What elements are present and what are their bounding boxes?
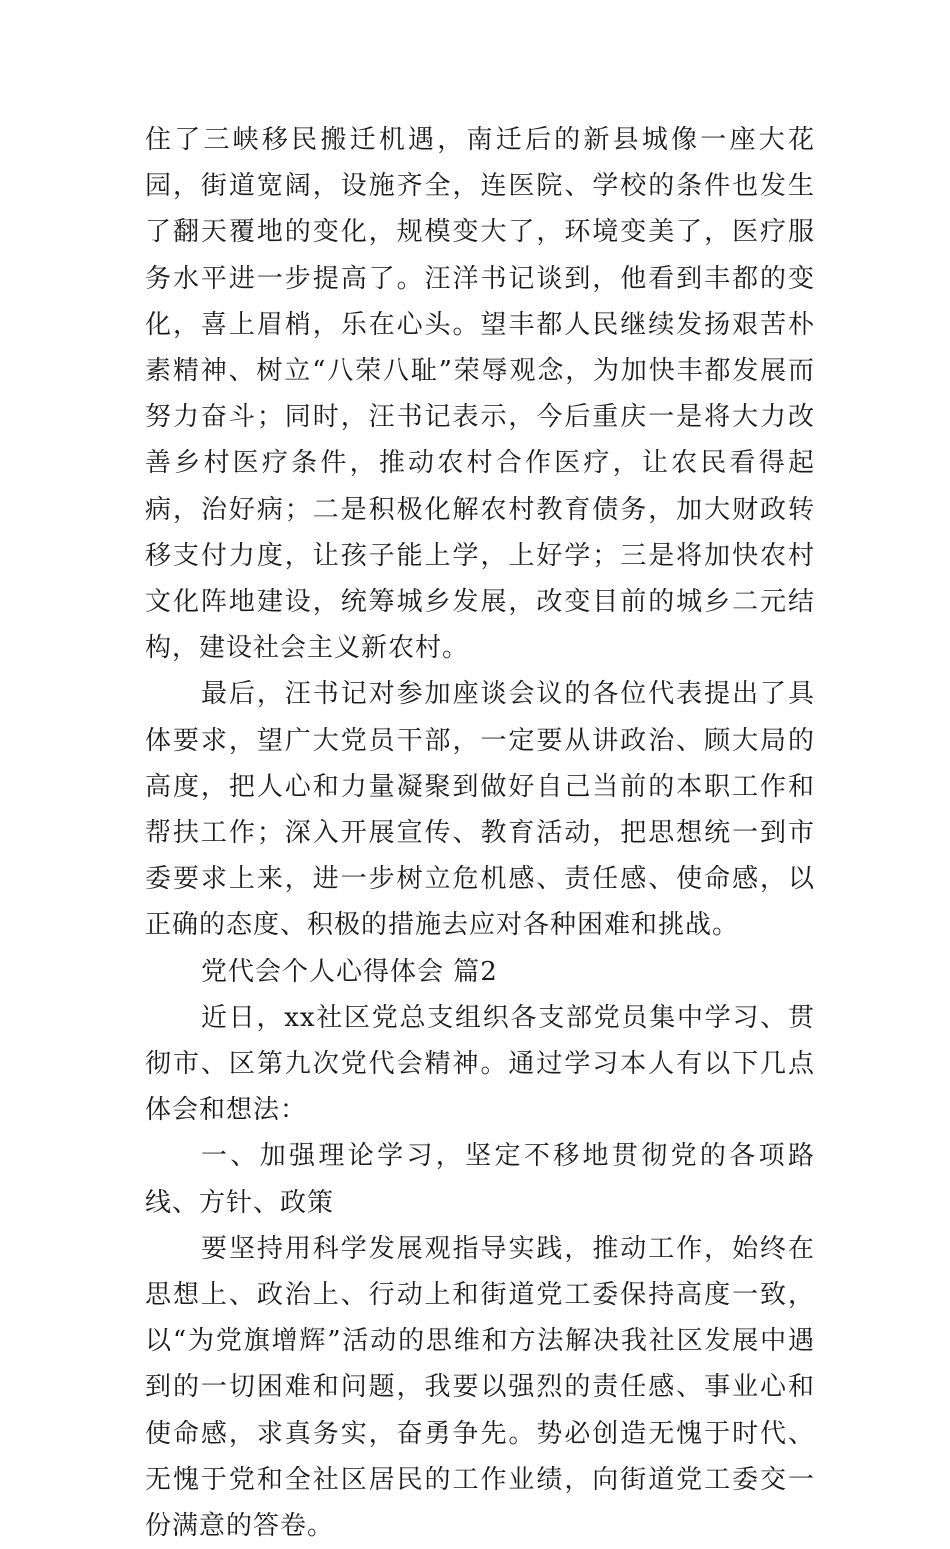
paragraph-point-one-body: 要坚持用科学发展观指导实践，推动工作，始终在思想上、政治上、行动上和街道党工委保持高度一致，以“为党旗增辉”活动的思维和方法解决我社区发展中遇到的一切困难和问题，我要以强烈的责任感、事业心和使命感，求真务实，奋勇争先。势必创造无愧于时代、无愧于党和全社区居民的工作业绩，向街道党工委交一份满意的答卷。 — [145, 1233, 815, 1542]
paragraph-intro: 近日，xx社区党总支组织各支部党员集中学习、贯彻市、区第九次党代会精神。通过学习本人有以下几点体会和想法： — [145, 1002, 815, 1126]
section-heading: 党代会个人心得体会 篇2 — [201, 956, 498, 987]
paragraph-closing-remarks: 最后，汪书记对参加座谈会议的各位代表提出了具体要求，望广大党员干部，一定要从讲政治、顾大局的高度，把人心和力量凝聚到做好自己当前的本职工作和帮扶工作；深入开展宣传、教育活动，把思想统一到市委要求上来，进一步树立危机感、责任感、使命感，以正确的态度、积极的措施去应对各种困难和挑战。 — [145, 679, 815, 941]
document-body — [145, 117, 815, 1549]
paragraph-continuation: 住了三峡移民搬迁机遇，南迁后的新县城像一座大花园，街道宽阔，设施齐全，连医院、学校的条件也发生了翻天覆地的变化，规模变大了，环境变美了，医疗服务水平进一步提高了。汪洋书记谈到，他看到丰都的变化，喜上眉梢，乐在心头。望丰都人民继续发扬艰苦朴素精神、树立“八荣八耻”荣辱观念，为加快丰都发展而努力奋斗；同时，汪书记表示，今后重庆一是将大力改善乡村医疗条件，推动农村合作医疗，让农民看得起病，治好病；二是积极化解农村教育债务，加大财政转移支付力度，让孩子能上学，上好学；三是将加快农村文化阵地建设，统筹城乡发展，改变目前的城乡二元结构，建设社会主义新农村。 — [145, 125, 815, 664]
paragraph-point-one-title: 一、加强理论学习，坚定不移地贯彻党的各项路线、方针、政策 — [145, 1141, 815, 1218]
